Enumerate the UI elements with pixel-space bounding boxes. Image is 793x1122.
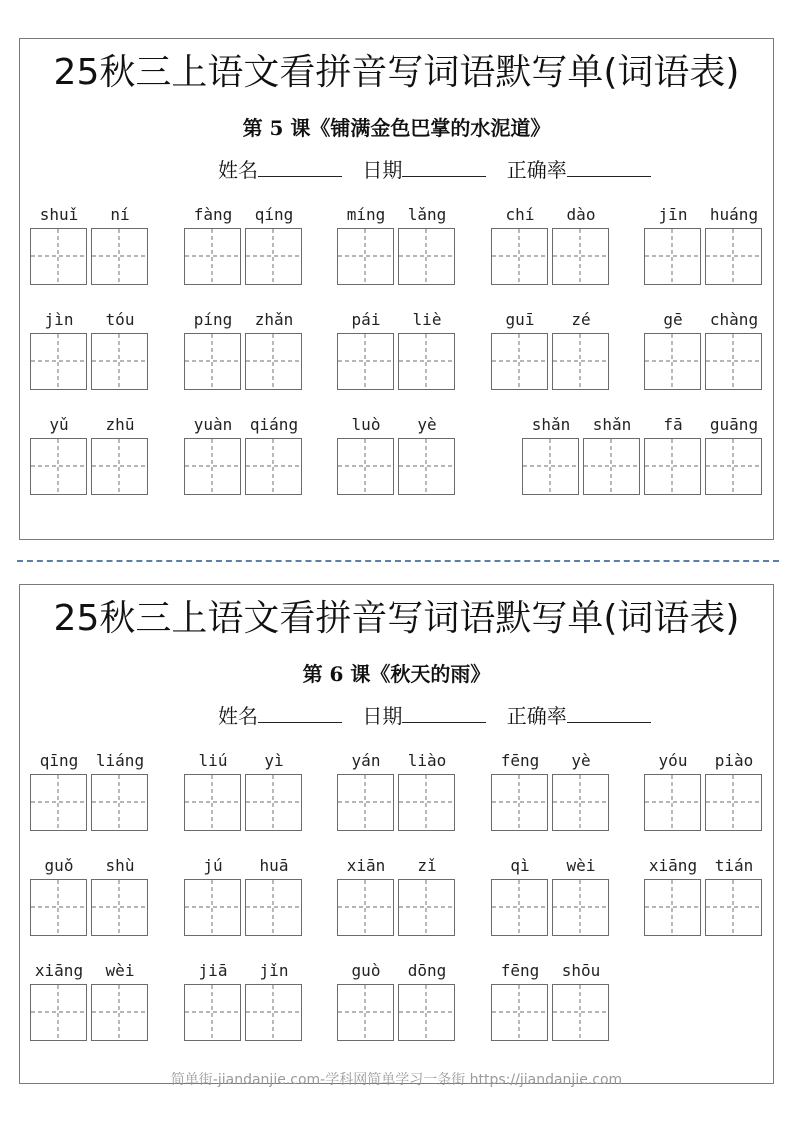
pinyin-label: guò — [351, 961, 381, 980]
box-guide-lines — [246, 985, 300, 1039]
student-info-line — [218, 156, 665, 183]
writing-box[interactable] — [398, 228, 455, 285]
box-guide-lines — [185, 439, 239, 493]
pinyin-label: guāng — [709, 415, 759, 434]
name-blank[interactable] — [258, 156, 342, 177]
pinyin-label: xiān — [346, 856, 386, 875]
writing-box[interactable] — [91, 228, 148, 285]
accuracy-label: 正确率 — [506, 704, 567, 728]
cut-line-divider — [17, 560, 779, 562]
pinyin-label: chí — [505, 205, 535, 224]
pinyin-label: tián — [714, 856, 754, 875]
writing-box[interactable] — [337, 774, 394, 831]
box-guide-lines — [706, 334, 760, 388]
name-blank[interactable] — [258, 702, 342, 723]
box-guide-lines — [553, 775, 607, 829]
writing-box[interactable] — [491, 774, 548, 831]
accuracy-blank[interactable] — [567, 156, 651, 177]
pinyin-label: dào — [566, 205, 596, 224]
box-guide-lines — [31, 775, 85, 829]
box-guide-lines — [399, 880, 453, 934]
box-guide-lines — [399, 334, 453, 388]
lesson-heading: 第 5 课《铺满金色巴掌的水泥道》 — [242, 116, 551, 140]
box-guide-lines — [185, 775, 239, 829]
writing-box[interactable] — [337, 438, 394, 495]
pinyin-label: lǎng — [407, 205, 447, 224]
writing-box[interactable] — [644, 228, 701, 285]
footer-watermark: 简单街-jiandanjie.com-学科网简单学习一条街 https://jiandanjie.com — [170, 1072, 623, 1088]
box-guide-lines — [92, 229, 146, 283]
box-guide-lines — [246, 334, 300, 388]
box-guide-lines — [338, 880, 392, 934]
pinyin-label: liú — [198, 751, 228, 770]
pinyin-label: guī — [505, 310, 535, 329]
writing-box[interactable] — [245, 438, 302, 495]
pinyin-label: gē — [663, 310, 683, 329]
box-guide-lines — [706, 439, 760, 493]
pinyin-label: tóu — [105, 310, 135, 329]
box-guide-lines — [92, 439, 146, 493]
pinyin-label: yóu — [658, 751, 688, 770]
pinyin-label: piào — [714, 751, 754, 770]
box-guide-lines — [31, 985, 85, 1039]
writing-box[interactable] — [552, 774, 609, 831]
box-guide-lines — [492, 985, 546, 1039]
writing-box[interactable] — [552, 879, 609, 936]
writing-box[interactable] — [644, 438, 701, 495]
writing-box[interactable] — [705, 438, 762, 495]
pinyin-label: xiāng — [34, 961, 84, 980]
pinyin-label: yǔ — [49, 415, 69, 434]
pinyin-label: jīn — [658, 205, 688, 224]
pinyin-label: dōng — [407, 961, 447, 980]
pinyin-label: shǎn — [592, 415, 632, 434]
box-guide-lines — [92, 334, 146, 388]
writing-box[interactable] — [491, 228, 548, 285]
pinyin-label: shǎn — [531, 415, 571, 434]
box-guide-lines — [399, 229, 453, 283]
writing-box[interactable] — [184, 228, 241, 285]
box-guide-lines — [492, 334, 546, 388]
pinyin-label: zhū — [105, 415, 135, 434]
name-label: 姓名 — [218, 704, 258, 728]
box-guide-lines — [185, 880, 239, 934]
box-guide-lines — [92, 985, 146, 1039]
accuracy-label: 正确率 — [506, 158, 567, 182]
box-guide-lines — [553, 334, 607, 388]
pinyin-label: chàng — [709, 310, 759, 329]
box-guide-lines — [338, 229, 392, 283]
box-guide-lines — [185, 985, 239, 1039]
writing-box[interactable] — [398, 879, 455, 936]
pinyin-label: yè — [571, 751, 591, 770]
pinyin-label: zé — [571, 310, 591, 329]
writing-box[interactable] — [245, 984, 302, 1041]
pinyin-label: jǐn — [259, 961, 289, 980]
writing-box[interactable] — [245, 879, 302, 936]
pinyin-label: qiáng — [249, 415, 299, 434]
writing-box[interactable] — [30, 228, 87, 285]
box-guide-lines — [92, 775, 146, 829]
pinyin-label: xiāng — [648, 856, 698, 875]
name-label: 姓名 — [218, 158, 258, 182]
pinyin-label: jiā — [198, 961, 228, 980]
writing-box[interactable] — [522, 438, 579, 495]
box-guide-lines — [492, 775, 546, 829]
writing-box[interactable] — [705, 228, 762, 285]
box-guide-lines — [31, 229, 85, 283]
box-guide-lines — [492, 229, 546, 283]
box-guide-lines — [584, 439, 638, 493]
box-guide-lines — [338, 985, 392, 1039]
writing-box[interactable] — [337, 228, 394, 285]
box-guide-lines — [645, 775, 699, 829]
box-guide-lines — [523, 439, 577, 493]
writing-box[interactable] — [91, 774, 148, 831]
box-guide-lines — [185, 229, 239, 283]
box-guide-lines — [185, 334, 239, 388]
writing-box[interactable] — [30, 984, 87, 1041]
writing-box[interactable] — [245, 228, 302, 285]
writing-box[interactable] — [91, 984, 148, 1041]
writing-box[interactable] — [705, 774, 762, 831]
pinyin-label: shōu — [561, 961, 601, 980]
writing-box[interactable] — [644, 333, 701, 390]
box-guide-lines — [399, 775, 453, 829]
date-label: 日期 — [362, 158, 403, 182]
writing-box[interactable] — [583, 438, 640, 495]
pinyin-label: jú — [203, 856, 223, 875]
pinyin-label: ní — [110, 205, 130, 224]
pinyin-label: yán — [351, 751, 381, 770]
pinyin-label: fàng — [193, 205, 233, 224]
writing-box[interactable] — [705, 333, 762, 390]
writing-box[interactable] — [91, 879, 148, 936]
writing-box[interactable] — [644, 879, 701, 936]
writing-box[interactable] — [91, 438, 148, 495]
box-guide-lines — [492, 880, 546, 934]
writing-box[interactable] — [184, 984, 241, 1041]
writing-box[interactable] — [337, 333, 394, 390]
date-label: 日期 — [362, 704, 403, 728]
lesson-heading: 第 6 课《秋天的雨》 — [302, 662, 491, 686]
writing-box[interactable] — [30, 879, 87, 936]
box-guide-lines — [92, 880, 146, 934]
writing-box[interactable] — [184, 774, 241, 831]
pinyin-label: qì — [510, 856, 530, 875]
box-guide-lines — [645, 229, 699, 283]
writing-box[interactable] — [30, 333, 87, 390]
writing-box[interactable] — [398, 774, 455, 831]
writing-box[interactable] — [337, 879, 394, 936]
pinyin-label: yè — [417, 415, 437, 434]
writing-box[interactable] — [30, 438, 87, 495]
writing-box[interactable] — [184, 333, 241, 390]
pinyin-label: yì — [264, 751, 284, 770]
pinyin-label: shuǐ — [39, 205, 79, 224]
writing-box[interactable] — [245, 333, 302, 390]
pinyin-label: fā — [663, 415, 683, 434]
writing-box[interactable] — [552, 228, 609, 285]
writing-box[interactable] — [184, 438, 241, 495]
box-guide-lines — [399, 439, 453, 493]
worksheet-lesson-5 — [19, 38, 774, 540]
pinyin-label: míng — [346, 205, 386, 224]
box-guide-lines — [246, 439, 300, 493]
box-guide-lines — [338, 334, 392, 388]
pinyin-label: wèi — [105, 961, 135, 980]
box-guide-lines — [553, 985, 607, 1039]
pinyin-label: píng — [193, 310, 233, 329]
box-guide-lines — [645, 439, 699, 493]
box-guide-lines — [706, 229, 760, 283]
date-blank[interactable] — [402, 156, 486, 177]
box-guide-lines — [246, 229, 300, 283]
pinyin-label: zhǎn — [254, 310, 294, 329]
worksheet-title: 25秋三上语文看拼音写词语默写单(词语表) — [53, 52, 740, 93]
box-guide-lines — [645, 880, 699, 934]
writing-box[interactable] — [644, 774, 701, 831]
box-guide-lines — [246, 880, 300, 934]
pinyin-label: guǒ — [44, 856, 74, 875]
writing-box[interactable] — [184, 879, 241, 936]
box-guide-lines — [553, 880, 607, 934]
student-info-line — [218, 702, 665, 729]
pinyin-label: yuàn — [193, 415, 233, 434]
pinyin-label: luò — [351, 415, 381, 434]
pinyin-label: zǐ — [417, 856, 437, 875]
pinyin-label: qīng — [39, 751, 79, 770]
pinyin-label: huáng — [709, 205, 759, 224]
box-guide-lines — [246, 775, 300, 829]
writing-box[interactable] — [398, 438, 455, 495]
box-guide-lines — [31, 334, 85, 388]
writing-box[interactable] — [337, 984, 394, 1041]
pinyin-label: fēng — [500, 751, 540, 770]
box-guide-lines — [338, 439, 392, 493]
writing-box[interactable] — [245, 774, 302, 831]
accuracy-blank[interactable] — [567, 702, 651, 723]
pinyin-label: huā — [259, 856, 289, 875]
box-guide-lines — [31, 880, 85, 934]
pinyin-label: qíng — [254, 205, 294, 224]
writing-box[interactable] — [552, 984, 609, 1041]
box-guide-lines — [706, 775, 760, 829]
box-guide-lines — [645, 334, 699, 388]
writing-box[interactable] — [491, 984, 548, 1041]
date-blank[interactable] — [402, 702, 486, 723]
pinyin-label: jìn — [44, 310, 74, 329]
pinyin-label: liáng — [95, 751, 145, 770]
writing-box[interactable] — [398, 984, 455, 1041]
pinyin-label: liào — [407, 751, 447, 770]
writing-box[interactable] — [491, 333, 548, 390]
box-guide-lines — [31, 439, 85, 493]
pinyin-label: shù — [105, 856, 135, 875]
pinyin-label: pái — [351, 310, 381, 329]
worksheet-lesson-6 — [19, 584, 774, 1084]
box-guide-lines — [706, 880, 760, 934]
box-guide-lines — [553, 229, 607, 283]
writing-box[interactable] — [491, 879, 548, 936]
box-guide-lines — [399, 985, 453, 1039]
worksheet-title: 25秋三上语文看拼音写词语默写单(词语表) — [53, 598, 740, 639]
pinyin-label: liè — [412, 310, 442, 329]
pinyin-label: fēng — [500, 961, 540, 980]
pinyin-label: wèi — [566, 856, 596, 875]
writing-box[interactable] — [705, 879, 762, 936]
writing-box[interactable] — [91, 333, 148, 390]
box-guide-lines — [338, 775, 392, 829]
writing-box[interactable] — [398, 333, 455, 390]
writing-box[interactable] — [552, 333, 609, 390]
writing-box[interactable] — [30, 774, 87, 831]
